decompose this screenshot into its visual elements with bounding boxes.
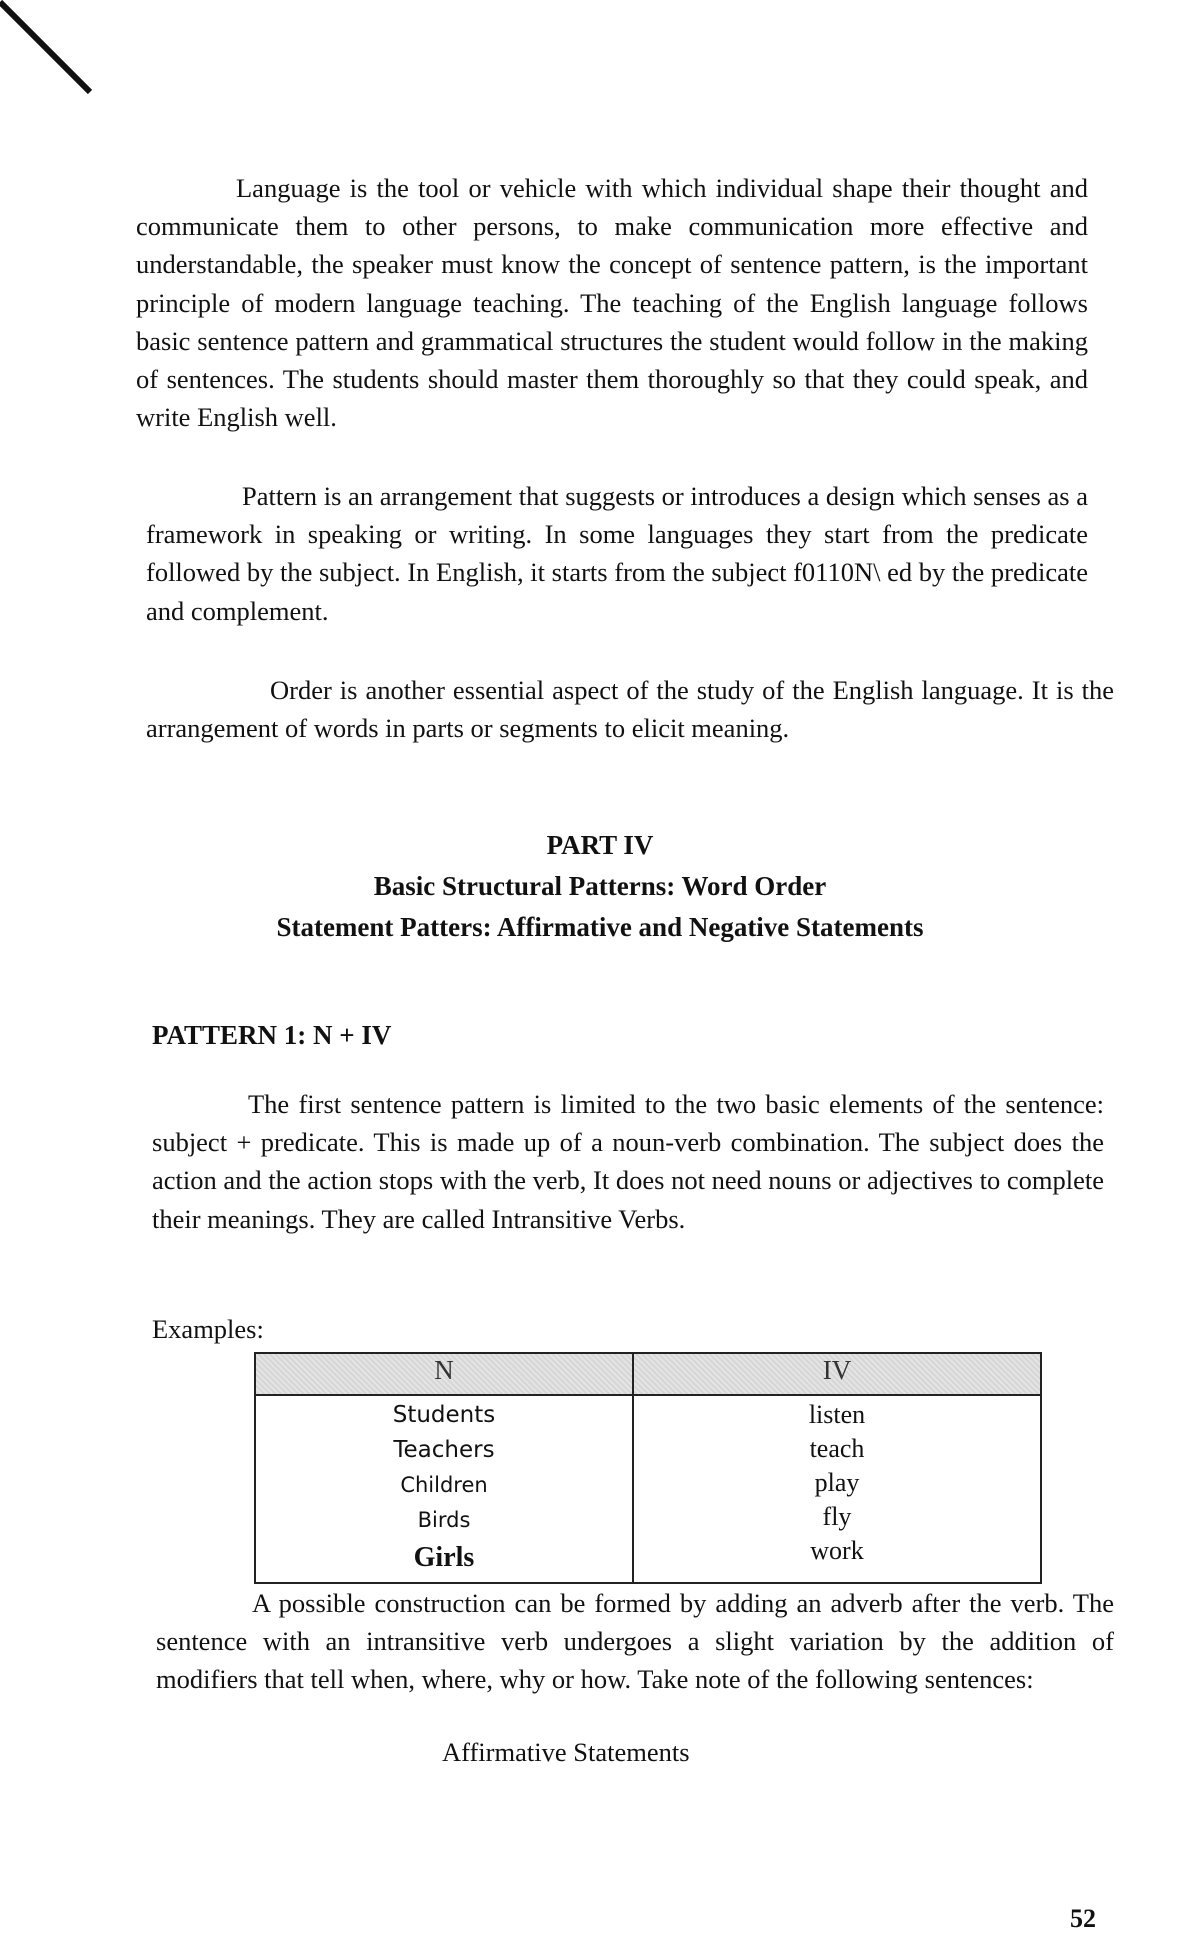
verb-item: work [810,1536,864,1565]
noun-column-header: N [255,1353,633,1395]
verb-cell [633,1395,1041,1583]
noun-item: Teachers [393,1437,495,1463]
verb-column-header: IV [633,1353,1041,1395]
pattern-1-paragraph [152,1085,1104,1238]
pattern-title: PATTERN 1: N + IV [152,1020,392,1050]
noun-cell [255,1395,633,1583]
noun-item: Students [392,1402,496,1428]
noun-item: Birds [417,1508,471,1532]
order-paragraph-text: Order is another essential aspect of the study of the English language. It is the arrangement of words in parts or segments to elicit meaning. [146,675,1114,744]
pattern-paragraph-text: Pattern is an arrangement that suggests or introduces a design which senses as a framework in speaking or writing. In some languages they start from the predicate followed by the subject. In English, it starts from the subject f0110N\ ed by the predicate and complement. [146,481,1088,626]
order-paragraph [146,671,1114,747]
page-number: 52 [1070,1904,1096,1933]
pattern-paragraph [146,477,1088,630]
corner-mark [0,0,100,100]
verb-item: play [814,1468,860,1497]
part-subtitle: Basic Structural Patterns: Word Order [373,871,827,901]
examples-table [254,1352,1042,1584]
verb-item: listen [808,1400,866,1429]
verb-item: teach [809,1434,865,1463]
examples-label: Examples: [152,1314,264,1344]
construction-paragraph-text: A possible construction can be formed by adding an adverb after the verb. The sentence with an intransitive verb undergoes a slight variation by the addition of modifiers that tell when, where, why or how. Take note of the following sentences: [156,1588,1114,1695]
construction-paragraph [156,1584,1114,1699]
part-subtitle-2: Statement Patters: Affirmative and Negative Statements [276,912,924,942]
intro-paragraph [136,169,1088,436]
noun-item: Girls [413,1542,475,1573]
intro-paragraph-text: Language is the tool or vehicle with which individual shape their thought and communicate them to other persons, to make communication more effective and understandable, the speaker must know the concept of sentence pattern, is the important principle of modern language teaching. The teaching of the English language follows basic sentence pattern and grammatical structures the student would follow in the making of sentences. The students should master them thoroughly so that they could speak, and write English well. [136,173,1088,433]
noun-item: Children [400,1473,488,1497]
pattern-1-paragraph-text: The first sentence pattern is limited to the two basic elements of the sentence: subject + predicate. This is made up of a noun-verb combination. The subject does the action and the action stops with the verb, It does not need nouns or adjectives to complete their meanings. They are called Intransitive Verbs. [152,1089,1104,1234]
affirmative-statements-label: Affirmative Statements [442,1737,690,1767]
part-title: PART IV [546,830,654,860]
part-heading [0,825,1200,948]
verb-item: fly [822,1502,852,1531]
